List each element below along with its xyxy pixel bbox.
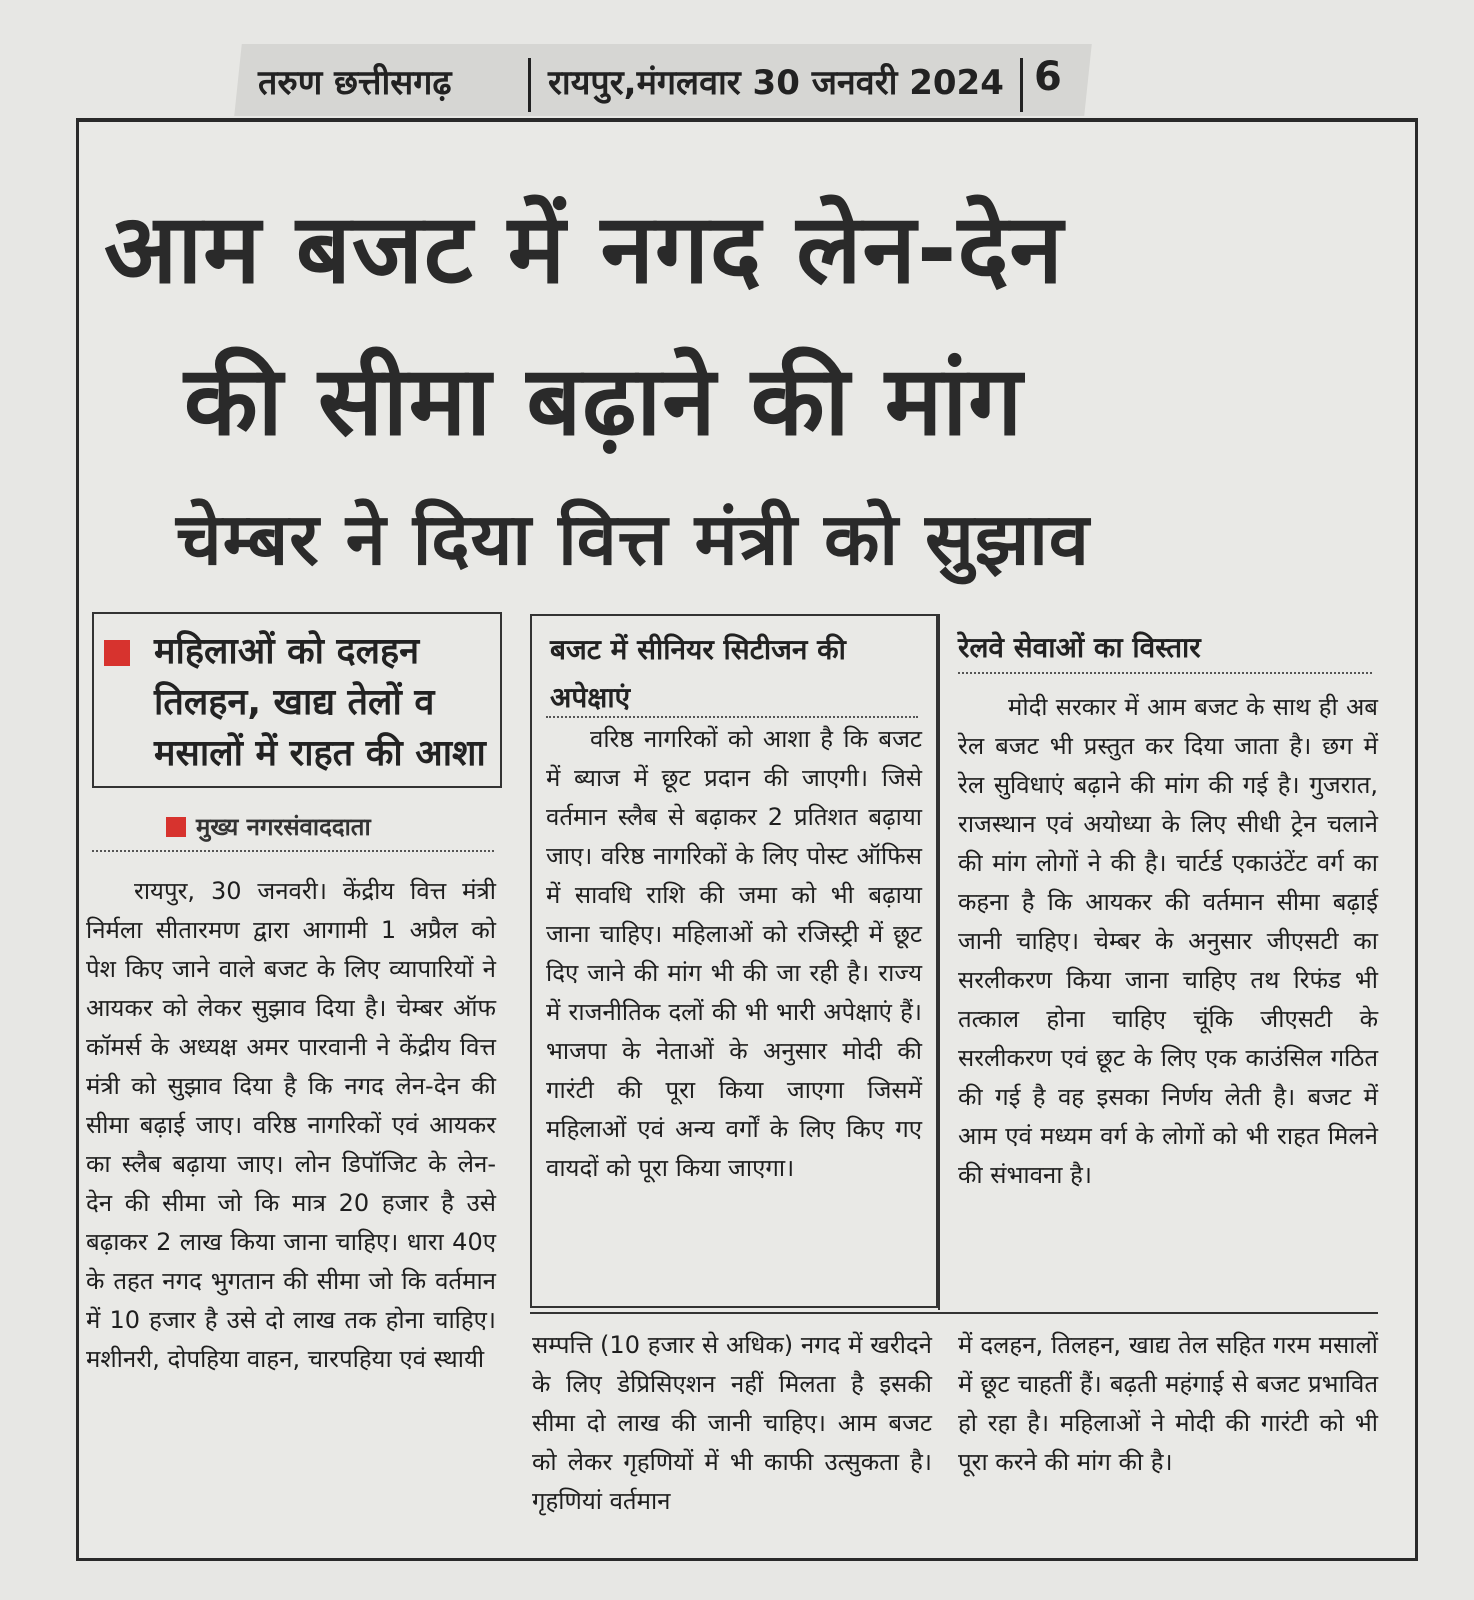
- senior-title-divider: [546, 716, 918, 718]
- masthead-divider: [1020, 58, 1023, 112]
- page-number: 6: [1034, 54, 1062, 100]
- section-divider: [530, 1312, 1378, 1314]
- main-story-text: रायपुर, 30 जनवरी। केंद्रीय वित्त मंत्री निर्मला सीतारमण द्वारा आगामी 1 अप्रैल को पेश किए जाने वाले बजट के लिए व्यापारियों ने आयकर को लेकर सुझाव दिया है। चेम्बर ऑफ कॉमर्स के अध्यक्ष अमर पारवानी ने केंद्रीय वित्त मंत्री को सुझाव दिया है कि नगद लेन-देन की सीमा बढ़ाई जाए। वरिष्ठ नागरिकों एवं आयकर का स्लैब बढ़ाया जाए। लोन डिपॉजिट के लेन-देन की सीमा जो कि मात्र 20 हजार है उसे बढ़ाकर 2 लाख किया जाना चाहिए। धारा 40ए के तहत नगद भुगतान की सीमा जो कि वर्तमान में 10 हजार है उसे दो लाख तक होना चाहिए। मशीनरी, दोपहिया वाहन, चारपहिया एवं स्थायी: [86, 877, 496, 1373]
- byline-text: मुख्य नगरसंवाददाता: [196, 813, 371, 841]
- byline-divider: [92, 850, 494, 852]
- bullet-icon: [104, 640, 130, 666]
- byline: [166, 810, 371, 843]
- main-story-continued-mid: सम्पत्ति (10 हजार से अधिक) नगद में खरीदने के लिए डेप्रिसिएशन नहीं मिलता है इसकी सीमा दो लाख की जानी चाहिए। आम बजट को लेकर गृहणियों में भी काफी उत्सुकता है। गृहणियां वर्तमान: [532, 1331, 932, 1515]
- headline-line1: आम बजट में नगद लेन-देन: [104, 193, 1064, 305]
- women-relief-box: [92, 612, 502, 788]
- senior-box-title: बजट में सीनियर सिटीजन की अपेक्षाएं: [550, 633, 846, 714]
- rail-box-title: रेलवे सेवाओं का विस्तार: [958, 631, 1201, 664]
- newspaper-name: तरुण छत्तीसगढ़: [258, 63, 452, 103]
- rail-box-text: मोदी सरकार में आम बजट के साथ ही अब रेल बजट भी प्रस्तुत कर दिया जाता है। छग में रेल सुविधाएं बढ़ाने की मांग की गई है। गुजरात, राजस्थान एवं अयोध्या के लिए सीधी ट्रेन चलाने की मांग लोगों ने की है। चार्टर्ड एकाउंटेंट वर्ग का कहना है कि आयकर की वर्तमान सीमा बढ़ाई जानी चाहिए। चेम्बर के अनुसार जीएसटी का सरलीकरण किया जाना चाहिए तथ रिफंड भी तत्काल होना चाहिए चूंकि जीएसटी के सरलीकरण एवं छूट के लिए एक काउंसिल गठित की गई है वह इसका निर्णय लेती है। बजट में आम एवं मध्यम वर्ग के लोगों को भी राहत मिलने की संभावना है।: [958, 693, 1378, 1189]
- dateline: रायपुर,मंगलवार 30 जनवरी 2024: [548, 63, 1004, 103]
- subheadline: चेम्बर ने दिया वित्त मंत्री को सुझाव: [176, 497, 1090, 581]
- senior-box-text: वरिष्ठ नागरिकों को आशा है कि बजट में ब्याज में छूट प्रदान की जाएगी। जिसे वर्तमान स्लैब से बढ़ाकर 2 प्रतिशत बढ़ाया जाए। वरिष्ठ नागरिकों के लिए पोस्ट ऑफिस में सावधि राशि की जमा को भी बढ़ाया जाना चाहिए। महिलाओं को रजिस्ट्री में छूट दिए जाने की मांग भी की जा रही है। राज्य में राजनीतिक दलों की भी भारी अपेक्षाएं हैं। भाजपा के नेताओं के अनुसार मोदी की गारंटी की पूरा किया जाएगा जिसमें महिलाओं एवं अन्य वर्गों के लिए किए गए वायदों को पूरा किया जाएगा।: [546, 725, 922, 1182]
- column-divider: [938, 614, 940, 1310]
- headline-line2: की सीमा बढ़ाने की मांग: [184, 345, 1024, 457]
- main-story-continued-right: में दलहन, तिलहन, खाद्य तेल सहित गरम मसालों में छूट चाहतीं हैं। बढ़ती महंगाई से बजट प्रभावित हो रहा है। महिलाओं ने मोदी की गारंटी को भी पूरा करने की मांग की है।: [958, 1331, 1378, 1476]
- bullet-icon: [166, 817, 186, 837]
- senior-citizen-box: [530, 614, 938, 1308]
- rail-title-divider: [958, 672, 1372, 674]
- women-box-title: महिलाओं को दलहन तिलहन, खाद्य तेलों व मसालों में राहत की आशा: [154, 631, 486, 774]
- masthead-divider: [528, 58, 531, 112]
